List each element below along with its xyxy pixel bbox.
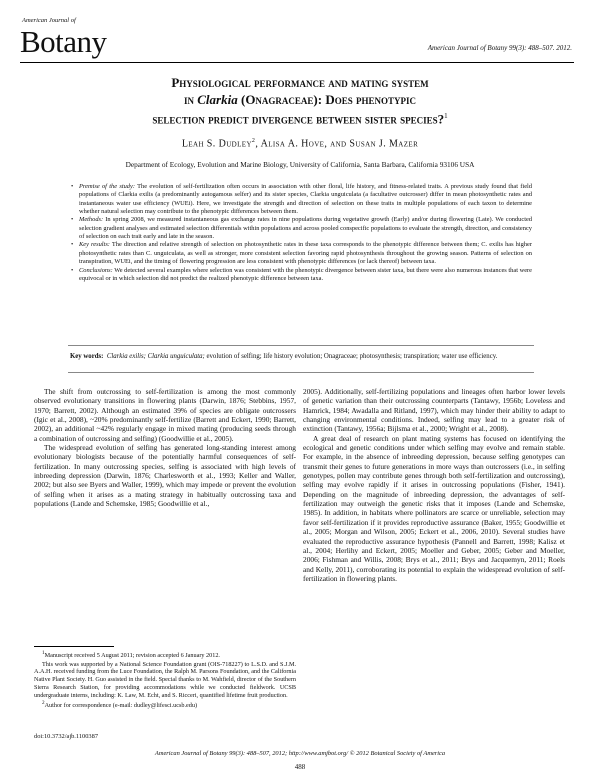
abstract-conclusions-text: We detected several examples where selection was consistent with the phenotypic divergence between sister taxa, but there were also numerous instances that were equivocal or in which selection did not predict the realized phenotypic difference between taxa. (79, 266, 532, 282)
author-1: Leah S. Dudley (181, 138, 252, 150)
doi: doi:10.3732/ajb.1100387 (34, 733, 99, 740)
header-rule (20, 62, 574, 63)
journal-logo (20, 17, 107, 59)
keywords-label: Key words: (70, 353, 104, 360)
body-paragraph: The widespread evolution of selfing has generated long-standing interest among evolutionary biologists because of the potentially harmful consequences of self-fertilization. In many outcrossing species, selfing is associated with high levels of inbreeding depression (Darwin, 1876; Charlesworth et al., 1993; Keller and Waller, 2002; but also see Byers and Waller, 1999), which may impede or prevent the evolution of selfing when it arises as a mating strategy in habitually outcrossing taxa and populations (Lande and Schemske, 1985; Goodwillie et al., (34, 443, 296, 509)
footer-citation: American Journal of Botany 99(3): 488–507, 2012; http://www.amjbot.org/ © 2012 Botanical Society of America (154, 750, 446, 757)
title-line-2 (0, 91, 600, 108)
abstract-methods-label: Methods: (79, 216, 104, 224)
page-number: 488 (294, 763, 306, 771)
title-line-1 (0, 74, 600, 91)
footnote-correspondence-text: Author for correspondence (e-mail: dudley@lifesci.ucsb.edu) (44, 702, 198, 710)
footnote-support: This work was supported by a National Science Foundation grant (OIS-718227) to L.S.D. and S.J.M. A.A.H. received funding from the Luce Foundation, the Ralph M. Parsons Foundation, and the California Native Plant Society. H. Guo assisted in the field. Special thanks to M. Wahfield, director of the Southern Sierra Research Station, for providing accommodations while we conducted fieldwork. UCSB undergraduate interns, including: K. Law, M. Echt, and S. Ricceri, quantified lifetime fruit production. (34, 660, 296, 699)
footnotes (34, 650, 296, 711)
footnote-mark-1: 1 (42, 650, 45, 656)
footnote-correspondence (34, 700, 296, 710)
abstract-premise-text: The evolution of self-fertilization often occurs in association with other floral, life history, and fitness-related traits. A previous study found that field populations of Clarkia exilis (a predominantly autogamous selfer) and its sister species, Clarkia unguiculata (a facultative outcrosser) differ in mean photosynthetic rates and instantaneous water use efficiency (WUEi). Here, we investigate the strength and direction of selection on these traits in multiple populations of each taxon to determine whether natural selection may contribute to the phenotypic differences between them. (79, 183, 532, 215)
abstract-conclusions-label: Conclusions: (79, 266, 113, 274)
abstract-conclusions (70, 267, 532, 284)
affiliation: Department of Ecology, Evolution and Marine Biology, University of California, Santa Barbara, California 93106 USA (125, 160, 475, 169)
footnote-rule (34, 646, 114, 647)
title-line-2-post: (Onagraceae): Does phenotypic (237, 92, 416, 107)
title-genus: Clarkia (197, 92, 238, 107)
header-citation: American Journal of Botany 99(3): 488–507. 2012. (427, 44, 572, 52)
body-paragraph: A great deal of research on plant mating systems has focused on identifying the ecological and genetic conditions under which selfing may evolve and remain stable. For example, in the absence of inbreeding depression, because selfing genotypes can transmit their genes to future generations in more ways than outcrossers (i.e., in selfing genotypes, pollen may contribute genes through both self-fertilization and outcrossing), selfing may evolve rapidly if it arises in outcrossing populations (Fisher, 1941). Depending on the magnitude of inbreeding depression, the advantages of self-fertilization may outweigh the genetic risks that it imposes (Lande and Schemske, 1985). In addition, in habitats where pollinators are scarce or unreliable, selection may favor self-fertilization if it provides reproductive assurance (Baker, 1955; Goodwillie et al., 2005; Morgan and Wilson, 2005; Eckert et al., 2006, 2010). Several studies have evaluated the reproductive assurance hypothesis (Pannell and Barrett, 1998; Kalisz et al., 2004; Herlihy and Eckert, 2005; Moeller and Geber, 2005; Geber and Moeller, 2006; Fishman and Willis, 2008; Brys et al., 2011; Brys and Jacquemyn, 2011; Roels and Kelly, 2011), corroborating its potential to explain the widespread evolution of self-fertilization in flowering plants. (303, 433, 565, 583)
journal-logo-small: American Journal of (22, 17, 76, 24)
authors-rest: , Alisa A. Hove, and Susan J. Mazer (255, 138, 419, 150)
abstract (70, 183, 532, 283)
abstract-results (70, 241, 532, 266)
title-line-2-pre: in (184, 92, 198, 107)
footnote-manuscript (34, 650, 296, 660)
title-footnote-mark: 1 (444, 112, 448, 120)
journal-logo-text: Botany (20, 24, 107, 59)
abstract-methods-text: In spring 2008, we measured instantaneous gas exchange rates in nine populations during vegetative growth (Early) and/or during flowering (Late). We conducted selection gradient analyses and estimated selection differentials within populations and across pooled conspecific populations to evaluate the strength, direction, and consistency of selection on each trait early and late in the season. (79, 216, 532, 240)
abstract-methods (70, 216, 532, 241)
abstract-results-label: Key results: (79, 241, 110, 249)
keywords-rule-bottom (68, 372, 534, 373)
author-1-mark: 2 (251, 138, 256, 144)
body-column-left (34, 387, 296, 508)
abstract-premise-label: Premise of the study: (79, 183, 135, 190)
title-line-3-text: selection predict divergence between sister species? (152, 111, 445, 127)
footnote-manuscript-text: Manuscript received 5 August 2011; revision accepted 6 January 2012. (44, 652, 220, 660)
keywords-italic: Clarkia exilis; Clarkia unguiculata; (106, 353, 205, 360)
title-line-1-text: Physiological performance and mating system (171, 75, 429, 90)
body-paragraph: The shift from outcrossing to self-fertilization is among the most commonly observed evolutionary transitions in flowering plants (Darwin, 1876; Stebbins, 1957, 1970; Barrett, 2002). Although an estimated 39% of species are obligate outcrossers (Igic et al., 2008), ~20% predominantly self-fertilize (Barrett and Eckert, 1990; Barrett, 2002), an additional ~42% regularly engage in mixed mating (producing seeds through a combination of outcrossing and selfing) (Goodwillie et al., 2005). (34, 387, 296, 443)
keywords (70, 352, 532, 362)
body-paragraph: 2005). Additionally, self-fertilizing populations and lineages often harbor lower levels of genetic variation than their outcrossing counterparts (Tantawy, 1956b; Loveless and Hamrick, 1984; Awadalla and Ritland, 1997), which may hinder their ability to adapt to changing environmental conditions. Indeed, selfing may lead to a greater risk of extinction (Tantawy, 1956a; Bijlsma et al., 2000; Wright et al., 2008). (303, 387, 565, 434)
keywords-rest: evolution of selfing; life history evolution; Onagraceae; photosynthesis; transpiration; water use efficiency. (204, 353, 498, 360)
body-column-right (303, 387, 565, 583)
title-line-3 (0, 108, 600, 127)
keywords-rule-top (68, 345, 534, 346)
abstract-premise (70, 183, 532, 216)
footnote-mark-2: 2 (42, 700, 45, 707)
authors (0, 138, 600, 149)
abstract-results-text: The direction and relative strength of selection on photosynthetic rates in these taxa corresponds to the phenotypic difference between them; C. exilis has higher photosynthetic rates than C. unguiculata, as well as stronger, more consistent selection favoring rapid photosynthesis throughout the growing season. Patterns of selection on transpiration, WUEi, and the timing of flowering progression are less consistent with phenotypic differences (or lack thereof) between taxa. (79, 241, 532, 266)
